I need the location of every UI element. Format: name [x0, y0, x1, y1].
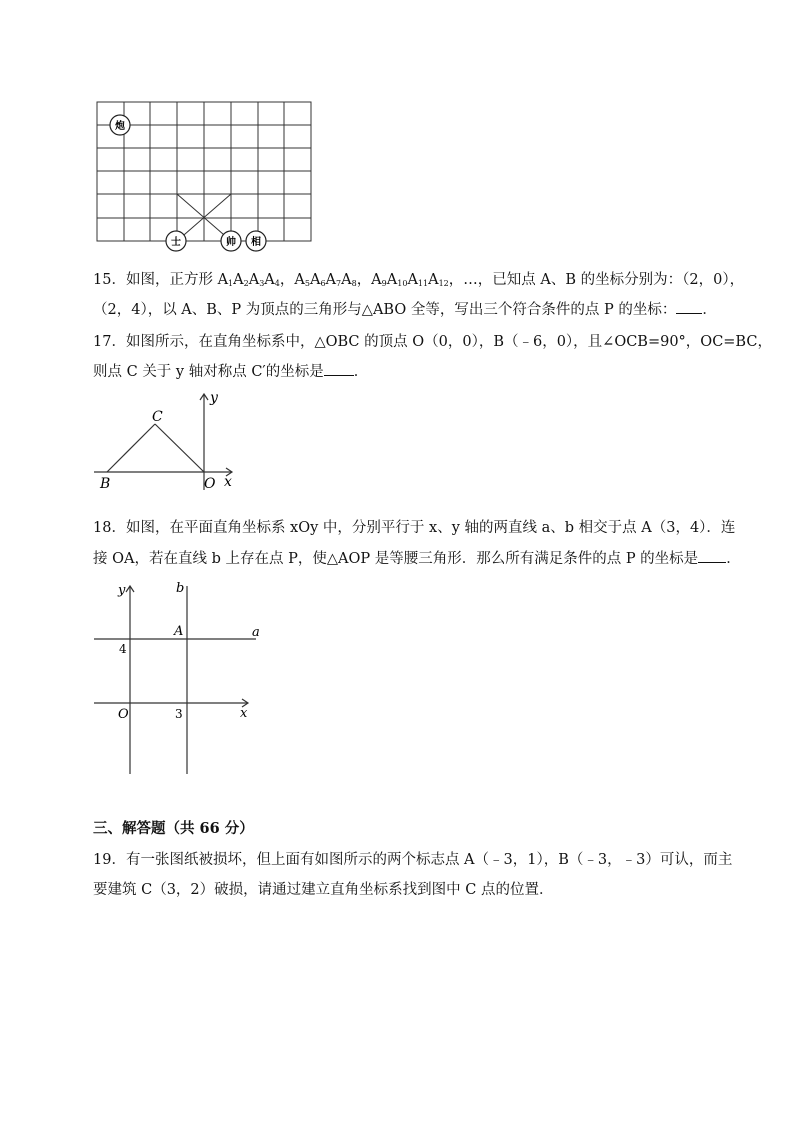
side-co	[155, 424, 204, 472]
chessboard-figure	[90, 96, 320, 256]
marshal-piece-label: 帅	[226, 237, 236, 248]
label-y: y	[118, 583, 126, 598]
side-bc	[107, 424, 155, 472]
label-o: O	[204, 476, 216, 492]
q18-figure	[90, 576, 262, 778]
section-heading: 三、解答题（共 66 分）	[93, 820, 254, 837]
label-x: x	[224, 474, 232, 490]
advisor-piece-label: 士	[171, 237, 181, 248]
q17-figure	[90, 388, 240, 492]
label-3: 3	[175, 707, 183, 721]
label-y: y	[210, 390, 218, 406]
label-b: B	[100, 476, 111, 492]
answer-blank-q18[interactable]	[698, 549, 726, 563]
minister-piece	[246, 231, 266, 251]
label-c: C	[152, 409, 163, 425]
q17-line-1: 17．如图所示，在直角坐标系中，△OBC 的顶点 O（0，0），B（﹣6，0），且∠OCB=90°，OC=BC，	[93, 334, 772, 350]
advisor-piece	[166, 231, 186, 251]
label-b: b	[176, 581, 185, 596]
label-point-a: A	[174, 624, 184, 639]
label-a: a	[252, 625, 260, 640]
minister-piece-label: 相	[251, 237, 261, 248]
q15-line-1: 15．如图，正方形 $A_1A_2A_3A_4$，$A_5A_6A_7A_8$，$A_9A_{10}A_{11}A_{12}$，…，已知点 A、B 的坐标分别为：（2，0），	[93, 272, 745, 288]
answer-blank-q15[interactable]	[676, 300, 702, 314]
q17-line-2: 则点 C 关于 y 轴对称点 C′的坐标是 ．	[93, 364, 369, 380]
marshal-piece	[221, 231, 241, 251]
square-sequence: $A_1A_2A_3A_4$，$A_5A_6A_7A_8$，$A_9A_{10}A_{11}A_{12}$，…	[217, 272, 478, 288]
label-o: O	[118, 707, 129, 722]
cannon-piece-label: 炮	[115, 121, 125, 132]
label-4: 4	[119, 642, 127, 656]
q18-line-1: 18．如图，在平面直角坐标系 xOy 中，分别平行于 x、y 轴的两直线 a、b 相交于点 A（3，4）．连	[93, 520, 736, 536]
answer-blank-q17[interactable]	[324, 362, 354, 376]
q15-line-2: （2，4），以 A、B、P 为顶点的三角形与△ABO 全等，写出三个符合条件的点 P 的坐标： ．	[93, 302, 717, 318]
q19-line-2: 要建筑 C（3，2）破损，请通过建立直角坐标系找到图中 C 点的位置．	[93, 882, 554, 898]
q18-line-2: 接 OA，若在直线 b 上存在点 P，使△AOP 是等腰三角形．那么所有满足条件的点 P 的坐标是 ．	[93, 551, 741, 567]
cannon-piece	[110, 115, 130, 135]
label-x: x	[240, 706, 248, 721]
q19-line-1: 19．有一张图纸被损坏，但上面有如图所示的两个标志点 A（﹣3，1），B（﹣3，﹣3）可认，而主	[93, 852, 733, 868]
